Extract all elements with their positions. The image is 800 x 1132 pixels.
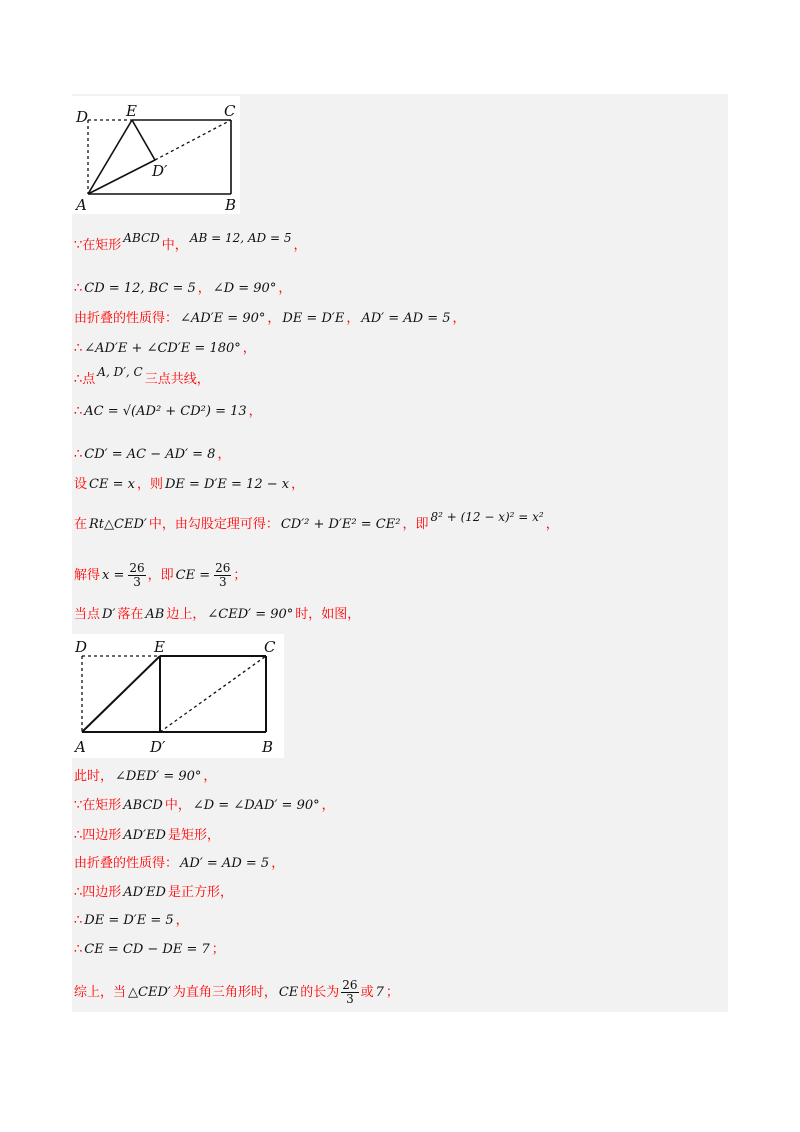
math: ∠CED′ = 90° xyxy=(207,607,294,622)
text: 当点 xyxy=(74,607,101,622)
math: CD′² + D′E² = CE² xyxy=(280,517,401,532)
text: 由折叠的性质得： xyxy=(74,856,179,871)
text: ， xyxy=(545,517,559,532)
text: ， xyxy=(242,341,256,356)
line-5 xyxy=(74,365,210,389)
math: CD′ = AC − AD′ = 8 xyxy=(84,447,216,462)
text: 是正方形， xyxy=(167,885,233,900)
math: AC = √(AD² + CD²) = 13 xyxy=(84,404,247,419)
line-6 xyxy=(74,403,262,421)
line-14 xyxy=(74,827,220,845)
text: ∵在矩形 xyxy=(74,798,122,813)
fraction xyxy=(214,562,231,589)
math: ABCD xyxy=(123,798,163,813)
text: ∴ xyxy=(74,281,83,296)
line-16 xyxy=(74,884,233,902)
text: ∴ xyxy=(74,341,83,356)
label-e: E xyxy=(126,102,137,120)
text: ∴ xyxy=(74,913,83,928)
math: AB = 12, AD = 5 xyxy=(189,231,292,245)
text: ； xyxy=(211,942,225,957)
text: 为直角三角形时， xyxy=(172,985,277,1000)
text: ∴ xyxy=(74,404,83,419)
math: ∠DED′ = 90° xyxy=(115,769,202,784)
text: 的长为 xyxy=(300,985,340,1000)
math: DE = D′E = 5 xyxy=(84,913,174,928)
line-13 xyxy=(74,797,335,815)
figure-square-case xyxy=(72,634,284,758)
denominator: 3 xyxy=(218,575,227,589)
text: ， xyxy=(278,281,292,296)
math: 7 xyxy=(375,985,384,1000)
text: 由折叠的性质得： xyxy=(74,311,179,326)
label-b: B xyxy=(262,738,274,756)
text: ， xyxy=(197,281,211,296)
math: x = xyxy=(102,568,125,583)
math: D′ xyxy=(102,607,116,622)
fraction xyxy=(128,562,145,589)
math: DE = D′E xyxy=(282,311,345,326)
text: ，则 xyxy=(136,477,163,492)
text: ， xyxy=(293,238,307,253)
text: ∴点 xyxy=(74,372,96,387)
math: A, D′, C xyxy=(97,365,143,379)
text: ∴四边形 xyxy=(74,885,122,900)
label-b: B xyxy=(225,196,237,214)
line-18 xyxy=(74,941,225,959)
math: AD′ = AD = 5 xyxy=(180,856,270,871)
text: ， xyxy=(217,447,231,462)
math: AD′ED xyxy=(123,828,166,843)
line-11 xyxy=(74,606,360,624)
segment-ae xyxy=(82,656,160,732)
text: ∴ xyxy=(74,447,83,462)
text: 中，由勾股定理可得： xyxy=(148,517,279,532)
line-17 xyxy=(74,912,189,930)
numerator: 26 xyxy=(215,561,231,575)
text: 中， xyxy=(161,238,188,253)
text: 或 xyxy=(360,985,374,1000)
line-1 xyxy=(74,231,307,255)
label-e: E xyxy=(154,638,165,656)
figure-folded-rectangle xyxy=(72,96,240,214)
line-10 xyxy=(74,562,246,590)
line-3 xyxy=(74,310,466,328)
text: 在 xyxy=(74,517,88,532)
text: ， xyxy=(267,311,281,326)
math: CE xyxy=(278,985,299,1000)
line-15 xyxy=(74,855,284,873)
math: AD′ED xyxy=(123,885,166,900)
text: ， xyxy=(271,856,285,871)
text: 解得 xyxy=(74,568,101,583)
text: ， xyxy=(203,769,217,784)
text: ， xyxy=(175,913,189,928)
math: ∠D = 90° xyxy=(212,281,277,296)
numerator: 26 xyxy=(129,561,145,575)
text: 时，如图， xyxy=(295,607,361,622)
numerator: 26 xyxy=(342,978,358,992)
label-c: C xyxy=(264,638,276,656)
figure-2-svg xyxy=(72,634,284,758)
math: CD = 12, BC = 5 xyxy=(84,281,196,296)
math: 8² + (12 − x)² = x² xyxy=(430,510,544,524)
label-d: D xyxy=(76,108,89,126)
label-d: D xyxy=(75,638,88,656)
text: ， xyxy=(321,798,335,813)
text: ， xyxy=(291,477,305,492)
text: ； xyxy=(385,985,399,1000)
math: DE = D′E = 12 − x xyxy=(164,477,290,492)
text: ， xyxy=(452,311,466,326)
segment-ed-prime xyxy=(132,120,155,160)
text: ， xyxy=(346,311,360,326)
label-d-prime: D′ xyxy=(150,738,166,756)
text: ∴四边形 xyxy=(74,828,122,843)
math: CE = xyxy=(175,568,211,583)
denominator: 3 xyxy=(346,992,354,1006)
math: Rt△CED′ xyxy=(89,517,147,532)
math: ∠AD′E + ∠CD′E = 180° xyxy=(84,341,241,356)
line-8 xyxy=(74,476,304,494)
text: 设 xyxy=(74,477,88,492)
text: 边上， xyxy=(166,607,206,622)
solution-panel xyxy=(72,94,728,1012)
math: ∠AD′E = 90° xyxy=(180,311,266,326)
text: ； xyxy=(233,568,247,583)
fraction xyxy=(341,979,358,1006)
math: AB xyxy=(145,607,165,622)
text: ∴ xyxy=(74,942,83,957)
text: 是矩形， xyxy=(167,828,220,843)
line-19 xyxy=(74,978,399,1008)
text: 中， xyxy=(164,798,191,813)
label-a: A xyxy=(75,738,86,756)
text: 三点共线， xyxy=(144,372,210,387)
line-9 xyxy=(74,510,559,534)
label-a: A xyxy=(76,196,87,214)
segment-d-prime-c-dashed xyxy=(155,120,231,160)
math: CE = x xyxy=(89,477,135,492)
figure-1-svg xyxy=(72,96,240,214)
text: ∵在矩形 xyxy=(74,238,122,253)
line-4 xyxy=(74,340,256,358)
text: 综上，当 xyxy=(74,985,127,1000)
segment-d-prime-c-dashed xyxy=(160,656,266,732)
math: △CED′ xyxy=(128,985,171,1000)
math: ABCD xyxy=(123,231,160,245)
text: 此时， xyxy=(74,769,114,784)
math: CE = CD − DE = 7 xyxy=(84,942,210,957)
math: AD′ = AD = 5 xyxy=(361,311,451,326)
line-12 xyxy=(74,768,216,786)
line-2 xyxy=(74,280,291,298)
line-7 xyxy=(74,446,230,464)
label-d-prime: D′ xyxy=(152,162,168,180)
denominator: 3 xyxy=(133,575,141,589)
math: ∠D = ∠DAD′ = 90° xyxy=(192,798,320,813)
text: ，即 xyxy=(147,568,174,583)
text: 落在 xyxy=(117,607,144,622)
label-c: C xyxy=(224,102,236,120)
text: ，即 xyxy=(402,517,429,532)
text: ， xyxy=(248,404,262,419)
